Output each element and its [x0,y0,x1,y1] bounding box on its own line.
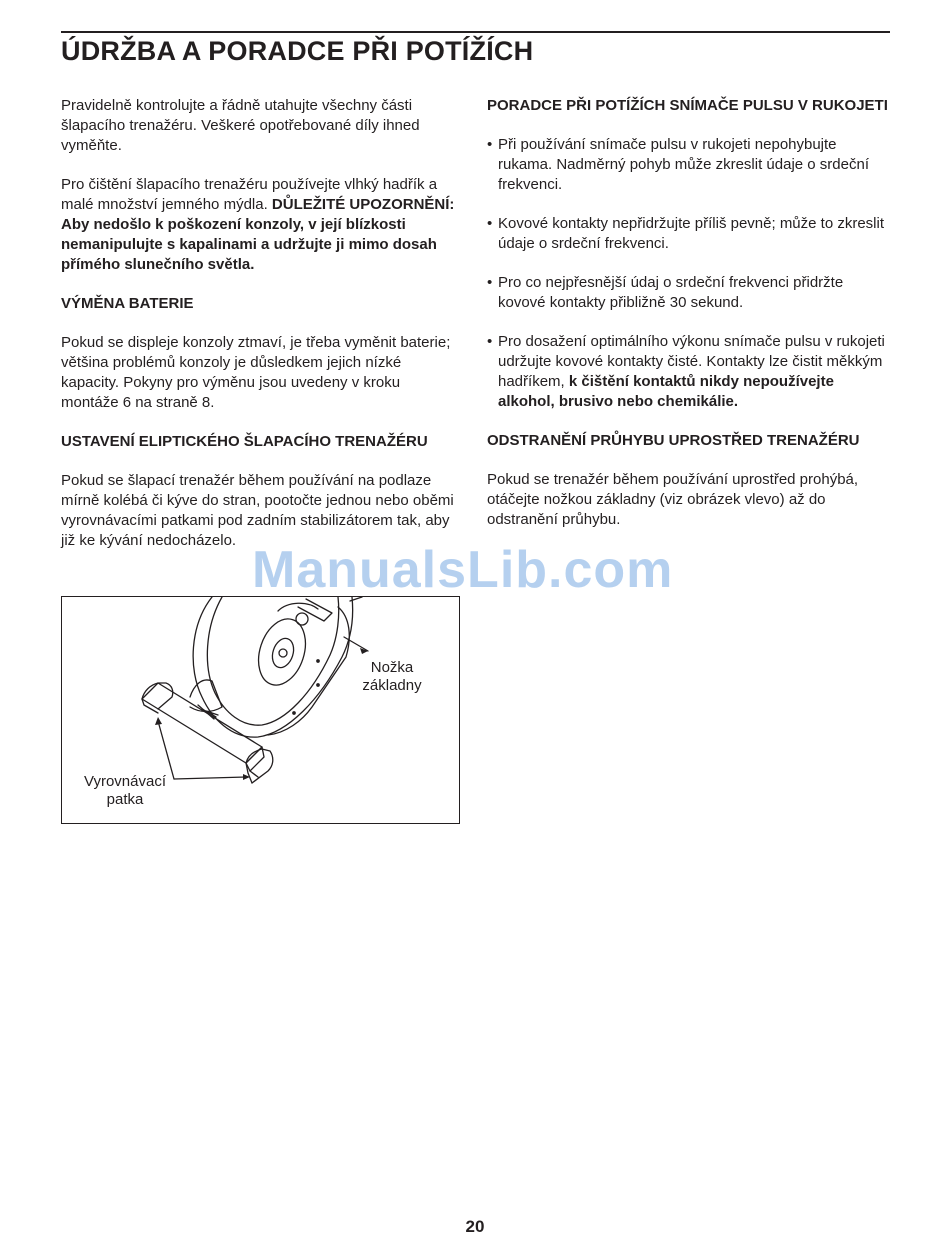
page-number: 20 [465,1217,485,1236]
battery-heading: VÝMĚNA BATERIE [61,295,194,312]
bullet-icon: • [487,136,493,153]
sag-paragraph: Pokud se trenažér během používání uprostřed prohýbá, otáčejte nožkou základny (viz obrázek vlevo) až do odstranění průhybu. [487,471,859,528]
pulse-tip-text: Kovové kontakty nepřidržujte příliš pevně; může to zkreslit údaje o srdeční frekvenci. [498,215,885,252]
pulse-tip-2 [487,214,892,254]
pulse-tip-3 [487,273,892,313]
header-rule [61,31,890,33]
leveler-label: Vyrovnávací patka [84,773,166,808]
watermark: ManualsLib.com [252,541,674,599]
cleaning-text: Pro čištění šlapacího trenažéru používejte vlhký hadřík a malé množství jemného mýdla. [61,176,438,213]
pulse-tip-4 [487,332,892,412]
bullet-icon: • [487,274,493,291]
battery-paragraph: Pokud se displeje konzoly ztmaví, je třeba vyměnit baterie; většina problémů konzoly je důsledkem jejich nízké kapacity. Pokyny pro výměnu jsou uvedeny v kroku montáže 6 na straně 8. [61,334,451,411]
cleaning-paragraph [61,175,461,275]
left-column [61,96,461,570]
foot-label: Nožka základny [362,659,422,694]
sag-heading: ODSTRANĚNÍ PRŮHYBU UPROSTŘED TRENAŽÉRU [487,432,860,449]
cleaning-warning: DŮLEŽITÉ UPOZORNĚNÍ: Aby nedošlo k poškození konzoly, v její blízkosti nemanipulujte s kapalinami a udržujte ji mimo dosah přímého slunečního světla. [61,196,455,273]
leveling-paragraph: Pokud se šlapací trenažér během používání na podlaze mírně kolébá či kýve do stran, pootočte jednou nebo oběmi vyrovnávacími patkami pod zadním stabilizátorem tak, aby již ke kývání nedocházelo. [61,472,454,549]
maintenance-paragraph: Pravidelně kontrolujte a řádně utahujte všechny části šlapacího trenažéru. Veškeré opotřebované díly ihned vyměňte. [61,97,420,154]
pulse-tip-text: Pro dosažení optimálního výkonu snímače pulsu v rukojeti udržujte kovové kontakty čisté. Kontakty lze čistit měkkým hadříkem, [498,333,885,390]
pulse-tip-text: Při používání snímače pulsu v rukojeti nepohybujte rukama. Nadměrný pohyb může zkreslit údaje o srdeční frekvenci. [498,136,870,193]
pulse-tip-warning: k čištění kontaktů nikdy nepoužívejte alkohol, brusivo nebo chemikálie. [498,373,834,410]
trainer-base-figure [61,596,460,824]
bullet-icon: • [487,333,493,350]
pulse-heading: PORADCE PŘI POTÍŽÍCH SNÍMAČE PULSU V RUKOJETI [487,97,888,114]
leveling-heading: USTAVENÍ ELIPTICKÉHO ŠLAPACÍHO TRENAŽÉRU [61,433,428,450]
right-column [487,96,892,549]
bullet-icon: • [487,215,493,232]
pulse-tip-1 [487,135,892,195]
pulse-tip-text: Pro co nejpřesnější údaj o srdeční frekvenci přidržte kovové kontakty přibližně 30 sekund. [498,274,844,311]
page-title: ÚDRŽBA A PORADCE PŘI POTÍŽÍCH [61,36,534,66]
